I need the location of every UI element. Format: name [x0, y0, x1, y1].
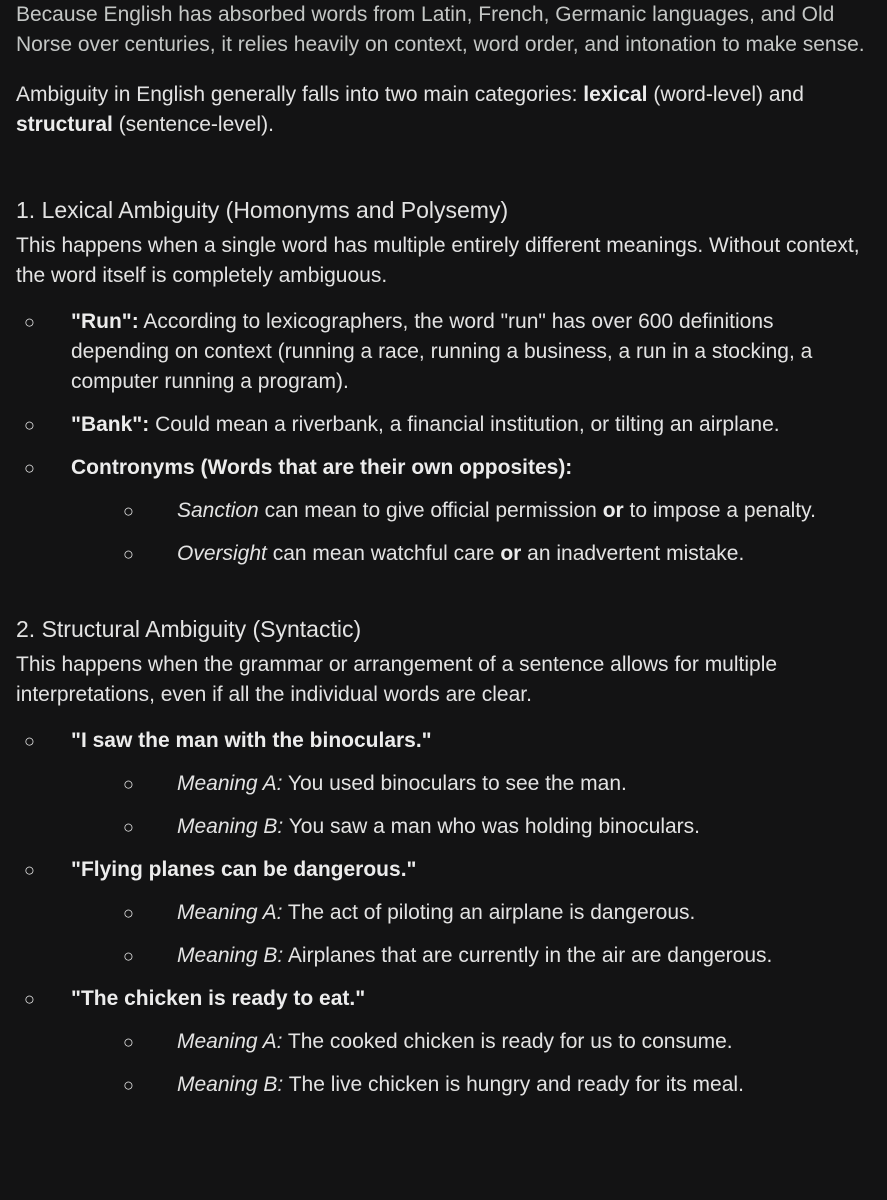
bullet-icon: ○: [24, 458, 35, 478]
meaning-label: Meaning A:: [177, 901, 283, 924]
oversight-text: an inadvertent mistake.: [521, 542, 745, 565]
section-heading-lexical: 1. Lexical Ambiguity (Homonyms and Polysemy): [16, 197, 509, 223]
structural-term: structural: [16, 113, 113, 136]
bullet-icon: ○: [24, 312, 35, 332]
lexical-examples-list: [16, 307, 871, 569]
bullet-icon: ○: [123, 903, 134, 923]
oversight-word: Oversight: [177, 542, 267, 565]
example-sentence: "The chicken is ready to eat.": [71, 987, 366, 1010]
example-sentence: "Flying planes can be dangerous.": [71, 858, 417, 881]
list-item-meaning: [71, 1027, 871, 1057]
categories-text: Ambiguity in English generally falls into two main categories:: [16, 83, 584, 106]
meaning-text: Airplanes that are currently in the air are dangerous.: [283, 944, 773, 967]
bullet-icon: ○: [123, 817, 134, 837]
run-text: According to lexicographers, the word "run" has over 600 definitions depending on context (running a race, running a business, a run in a stocking, a computer running a program).: [71, 310, 813, 393]
section-description-lexical: This happens when a single word has multiple entirely different meanings. Without context, the word itself is completely ambiguous.: [16, 234, 860, 287]
meaning-label: Meaning B:: [177, 944, 284, 967]
bullet-icon: ○: [123, 1075, 134, 1095]
sanction-text: to impose a penalty.: [623, 499, 816, 522]
list-item-oversight: [71, 539, 871, 569]
structural-examples-list: [16, 726, 871, 1100]
intro-paragraph: Because English has absorbed words from Latin, French, Germanic languages, and Old Norse over centuries, it relies heavily on context, word order, and intonation to make sense.: [16, 3, 865, 56]
contronyms-label: Contronyms (Words that are their own opposites):: [71, 456, 573, 479]
meaning-text: You used binoculars to see the man.: [282, 772, 627, 795]
list-item-meaning: [71, 1070, 871, 1100]
bullet-icon: ○: [24, 989, 35, 1009]
meaning-label: Meaning A:: [177, 772, 283, 795]
list-item-meaning: [71, 898, 871, 928]
meaning-text: The cooked chicken is ready for us to consume.: [282, 1030, 733, 1053]
lexical-term: lexical: [583, 83, 648, 106]
categories-paragraph: [16, 80, 871, 140]
meaning-text: The live chicken is hungry and ready for its meal.: [283, 1073, 744, 1096]
meaning-text: You saw a man who was holding binoculars.: [283, 815, 700, 838]
list-item-run: [16, 307, 871, 397]
bullet-icon: ○: [24, 731, 35, 751]
example-sentence: "I saw the man with the binoculars.": [71, 729, 432, 752]
section-description-structural: This happens when the grammar or arrangement of a sentence allows for multiple interpretations, even if all the individual words are clear.: [16, 653, 778, 706]
meaning-label: Meaning A:: [177, 1030, 283, 1053]
meanings-sublist: [71, 1027, 871, 1100]
list-item-example: [16, 726, 871, 842]
bullet-icon: ○: [123, 544, 134, 564]
or-emphasis: or: [602, 499, 624, 522]
list-item-example: [16, 855, 871, 971]
oversight-text: can mean watchful care: [266, 542, 501, 565]
meaning-text: The act of piloting an airplane is dangerous.: [282, 901, 696, 924]
meanings-sublist: [71, 769, 871, 842]
bullet-icon: ○: [24, 860, 35, 880]
list-item-meaning: [71, 812, 871, 842]
bullet-icon: ○: [123, 774, 134, 794]
section-heading-structural: 2. Structural Ambiguity (Syntactic): [16, 616, 362, 642]
list-item-meaning: [71, 769, 871, 799]
categories-text: (word-level) and: [647, 83, 804, 106]
bullet-icon: ○: [123, 1032, 134, 1052]
list-item-meaning: [71, 941, 871, 971]
categories-text: (sentence-level).: [112, 113, 274, 136]
sanction-word: Sanction: [177, 499, 259, 522]
meaning-label: Meaning B:: [177, 815, 284, 838]
bullet-icon: ○: [123, 501, 134, 521]
list-item-sanction: [71, 496, 871, 526]
bank-label: "Bank":: [71, 413, 150, 436]
bank-text: Could mean a riverbank, a financial institution, or tilting an airplane.: [149, 413, 780, 436]
list-item-example: [16, 984, 871, 1100]
run-label: "Run":: [71, 310, 139, 333]
meanings-sublist: [71, 898, 871, 971]
meaning-label: Meaning B:: [177, 1073, 284, 1096]
list-item-contronyms: [16, 453, 871, 569]
bullet-icon: ○: [123, 946, 134, 966]
bullet-icon: ○: [24, 415, 35, 435]
contronyms-sublist: [71, 496, 871, 569]
list-item-bank: [16, 410, 871, 440]
or-emphasis: or: [500, 542, 522, 565]
sanction-text: can mean to give official permission: [258, 499, 603, 522]
